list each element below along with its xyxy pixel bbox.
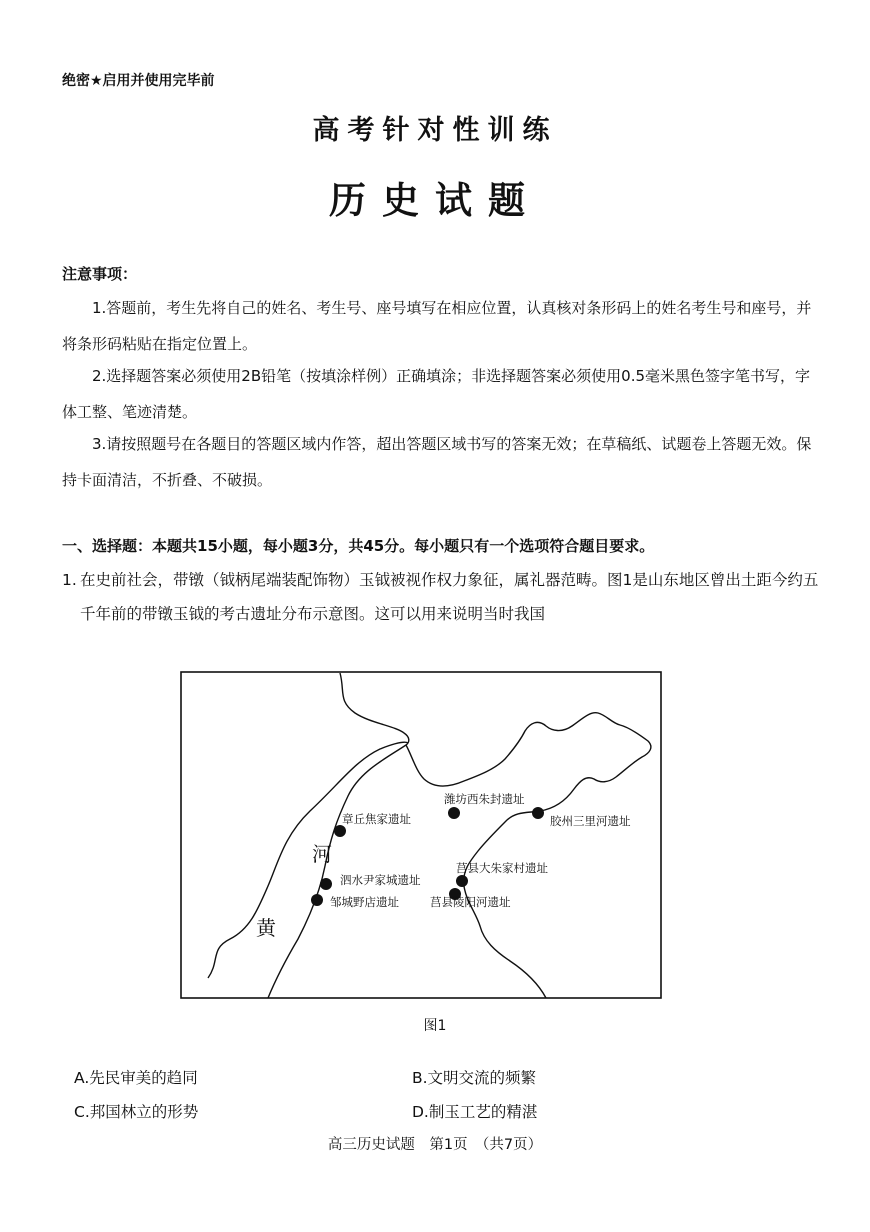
site-label: 莒县大朱家村遗址 (456, 861, 548, 875)
option-b[interactable]: B.文明交流的频繁 (412, 1069, 537, 1087)
site-marker (320, 878, 332, 890)
river-char-huang: 黄 (256, 916, 276, 940)
exam-title: 历史试题 (329, 178, 541, 222)
option-a[interactable]: A.先民审美的趋同 (74, 1069, 198, 1087)
note-item-1: 1.答题前，考生先将自己的姓名、考生号、座号填写在相应位置，认真核对条形码上的姓名考生号和座号，并将条形码粘贴在指定位置上。 (62, 299, 812, 353)
option-d[interactable]: D.制玉工艺的精湛 (412, 1103, 538, 1121)
exam-subtitle: 高考针对性训练 (312, 115, 558, 146)
option-c[interactable]: C.邦国林立的形势 (74, 1103, 199, 1121)
site-label: 胶州三里河遗址 (550, 814, 631, 828)
site-label: 莒县陵阳河遗址 (430, 895, 511, 909)
confidential-label: 绝密★启用并使用完毕前 (62, 73, 215, 89)
site-marker (456, 875, 468, 887)
site-marker (532, 807, 544, 819)
section-heading: 一、选择题：本题共15小题，每小题3分，共45分。每小题只有一个选项符合题目要求。 (62, 537, 655, 555)
site-label: 邹城野店遗址 (330, 895, 399, 909)
site-label: 泗水尹家城遗址 (340, 873, 421, 887)
site-marker (311, 894, 323, 906)
note-item-2: 2.选择题答案必须使用2B铅笔（按填涂样例）正确填涂；非选择题答案必须使用0.5毫米黑色签字笔书写，字体工整、笔迹清楚。 (62, 367, 811, 421)
coastline (406, 713, 651, 998)
question-1 (62, 563, 822, 631)
map-frame (181, 672, 661, 998)
site-distribution-map (180, 671, 662, 999)
page-footer: 高三历史试题 第1页 （共7页） (327, 1137, 543, 1153)
site-marker (334, 825, 346, 837)
river-bank-left (208, 742, 408, 978)
figure-caption: 图1 (423, 1018, 447, 1034)
question-stem: 在史前社会，带镦（钺柄尾端装配饰物）玉钺被视作权力象征，属礼器范畴。图1是山东地区曾出土距今约五千年前的带镦玉钺的考古遗址分布示意图。这可以用来说明当时我国 (80, 571, 819, 623)
site-marker (448, 807, 460, 819)
question-number: 1. (62, 571, 77, 589)
notes-heading: 注意事项： (62, 265, 138, 283)
note-item-3: 3.请按照题号在各题目的答题区域内作答，超出答题区域书写的答案无效；在草稿纸、试题卷上答题无效。保持卡面清洁，不折叠、不破损。 (62, 435, 812, 489)
site-label: 潍坊西朱封遗址 (444, 792, 525, 806)
site-label: 章丘焦家遗址 (342, 812, 411, 826)
river-char-he: 河 (312, 842, 332, 866)
